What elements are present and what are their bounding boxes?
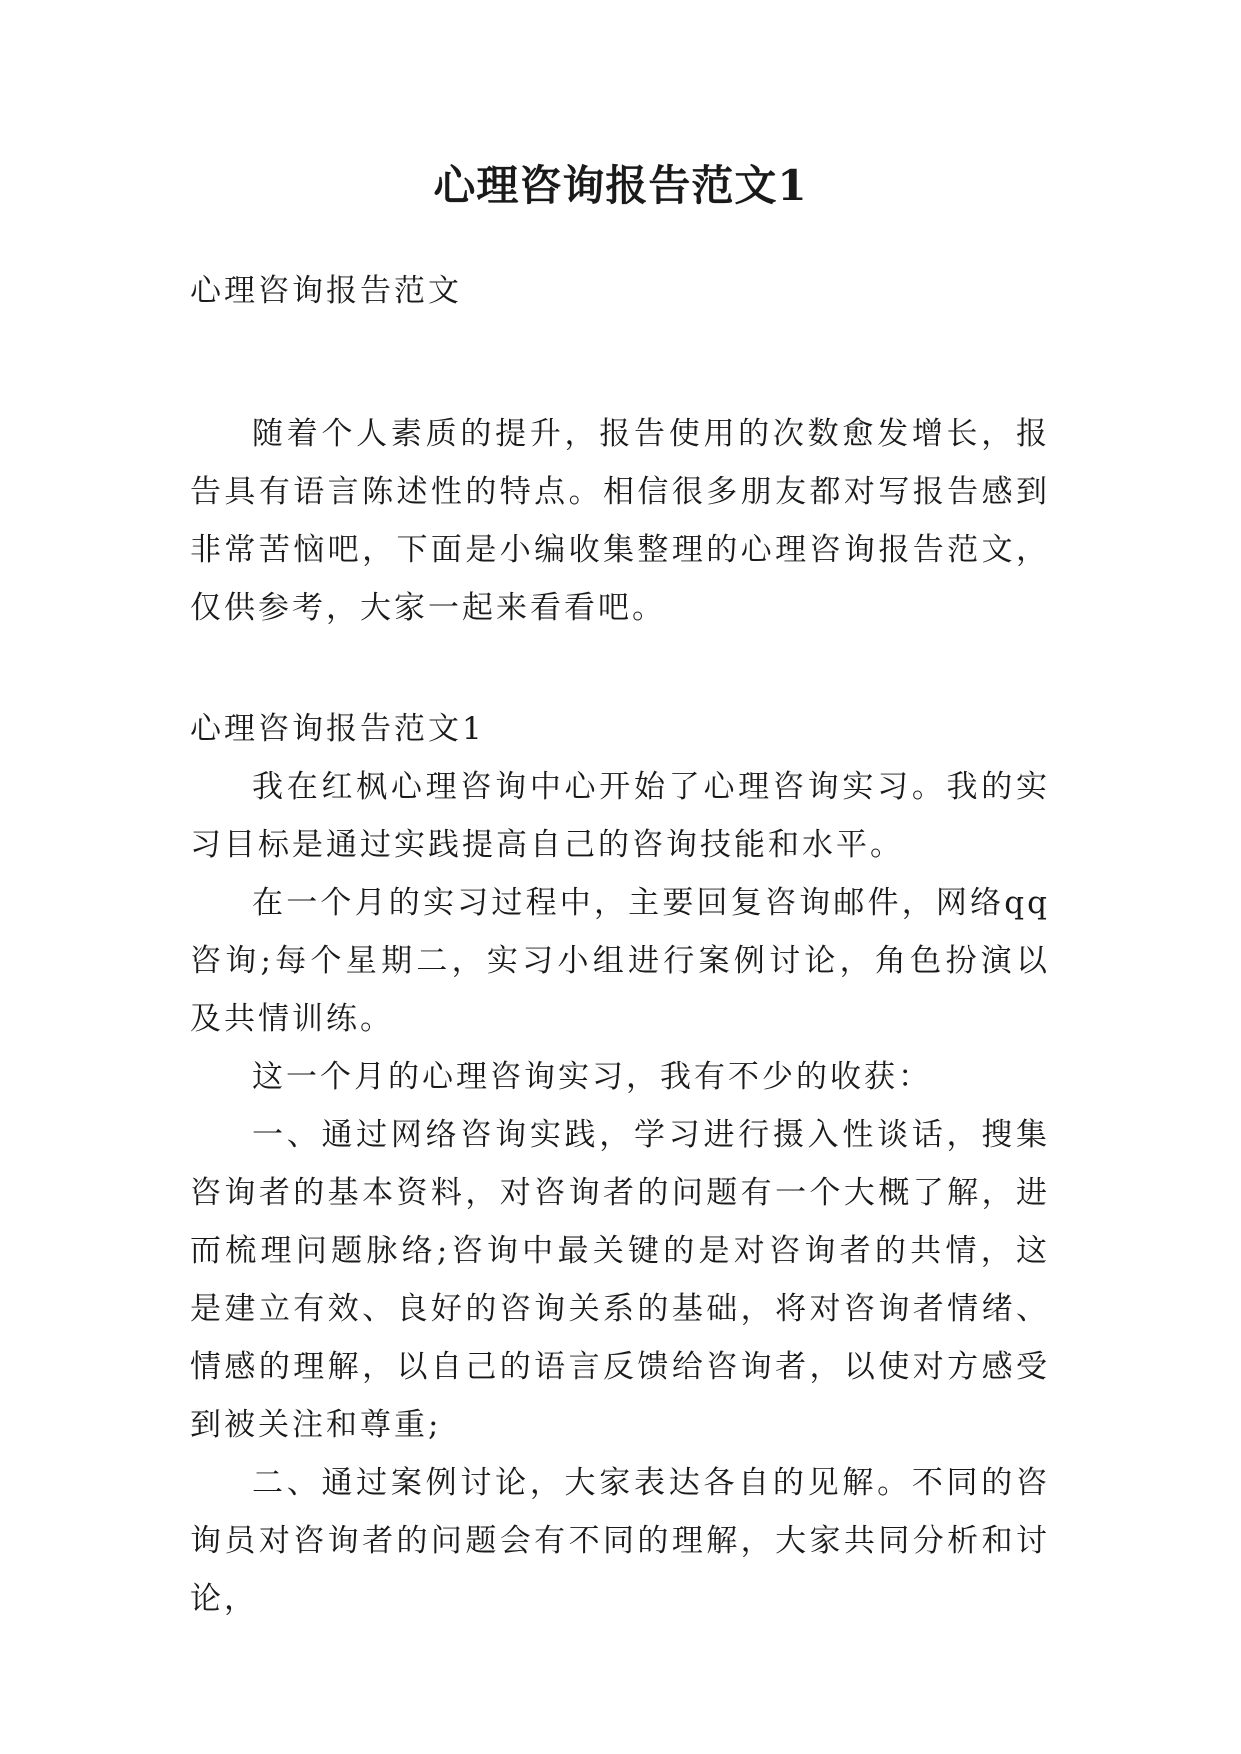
section-body [190,758,1050,1628]
body-paragraph: 在一个月的实习过程中，主要回复咨询邮件，网络qq咨询;每个星期二，实习小组进行案例讨论，角色扮演以及共情训练。 [190,885,1050,1037]
body-paragraph: 我在红枫心理咨询中心开始了心理咨询实习。我的实习目标是通过实践提高自己的咨询技能和水平。 [190,769,1050,863]
intro-text: 随着个人素质的提升，报告使用的次数愈发增长，报告具有语言陈述性的特点。相信很多朋友都对写报告感到非常苦恼吧，下面是小编收集整理的心理咨询报告范文，仅供参考，大家一起来看看吧。 [190,416,1050,626]
section-heading [190,700,1050,758]
body-paragraph: 一、通过网络咨询实践，学习进行摄入性谈话，搜集咨询者的基本资料，对咨询者的问题有一个大概了解，进而梳理问题脉络;咨询中最关键的是对咨询者的共情，这是建立有效、良好的咨询关系的基础，将对咨询者情绪、情感的理解，以自己的语言反馈给咨询者，以使对方感受到被关注和尊重; [190,1117,1050,1443]
body-paragraph: 这一个月的心理咨询实习，我有不少的收获： [252,1059,932,1095]
document-subtitle [190,262,1050,320]
subtitle-text: 心理咨询报告范文 [190,273,462,309]
intro-paragraph [190,405,1050,637]
section-heading-text: 心理咨询报告范文1 [190,711,485,747]
document-title: 心理咨询报告范文1 [433,161,808,210]
body-paragraph: 二、通过案例讨论，大家表达各自的见解。不同的咨询员对咨询者的问题会有不同的理解，大家共同分析和讨论， [190,1465,1050,1617]
